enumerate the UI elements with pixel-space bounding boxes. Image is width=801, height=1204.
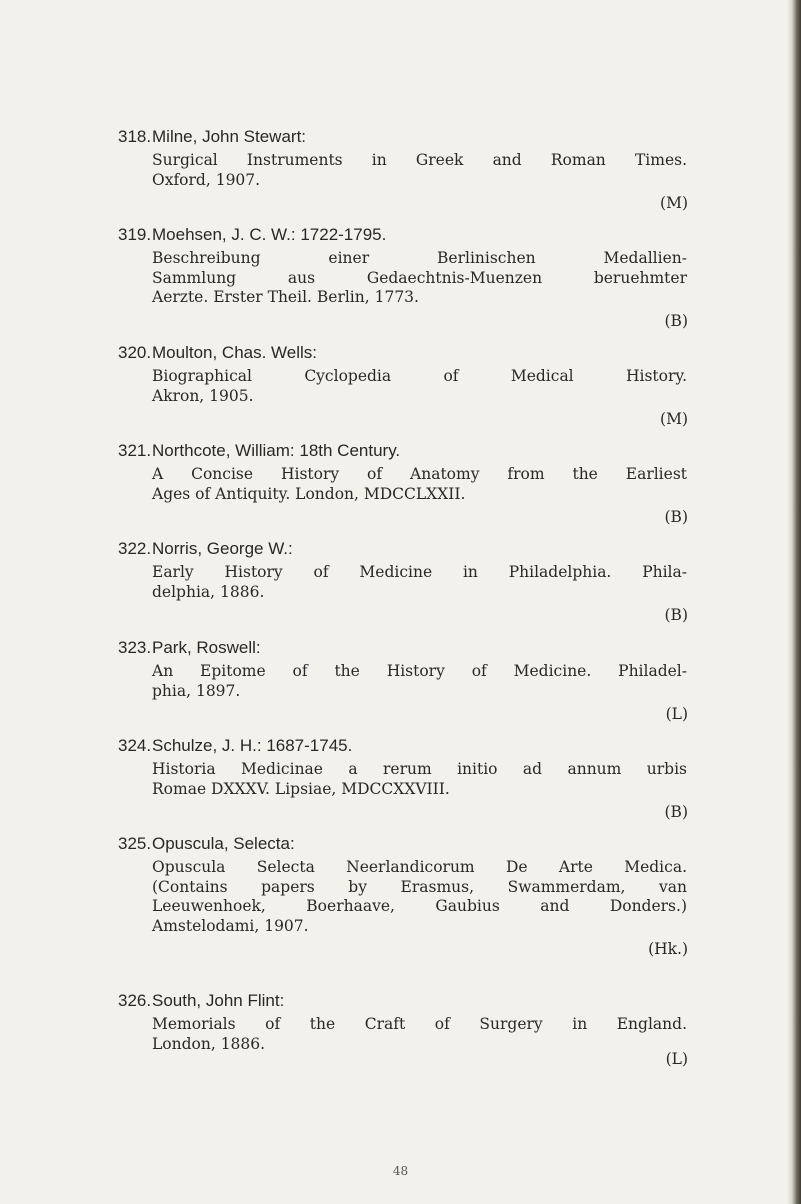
entry-324 [118, 735, 692, 822]
entry-line: Romae DXXXV. Lipsiae, MDCCXXVIII. [152, 779, 450, 798]
entry-heading [118, 440, 692, 462]
entry-line: Beschreibung einer Berlinischen Medallien- [152, 249, 687, 267]
location-code: (B) [664, 606, 688, 624]
entry-line: Amstelodami, 1907. [152, 916, 309, 935]
entry-line: Opuscula Selecta Neerlandicorum De Arte Medica. [152, 858, 687, 876]
entry-line: Memorials of the Craft of Surgery in England. [152, 1015, 687, 1033]
entry-author: Moehsen, J. C. W.: 1722-1795. [152, 225, 387, 244]
entry-heading [118, 637, 692, 659]
entry-heading [118, 833, 692, 855]
entry-number: 321. [118, 441, 152, 460]
entry-number: 320. [118, 343, 152, 362]
location-code: (L) [665, 1050, 688, 1068]
location-code: (M) [660, 410, 688, 428]
entry-line: London, 1886. [152, 1034, 266, 1053]
entry-number: 323. [118, 638, 152, 657]
entry-322 [118, 538, 692, 625]
entry-author: Park, Roswell: [152, 638, 261, 657]
entry-line: Surgical Instruments in Greek and Roman Times. [152, 151, 687, 169]
entry-number: 325. [118, 834, 152, 853]
entry-line: phia, 1897. [152, 681, 241, 700]
entry-title [152, 367, 692, 406]
entry-heading [118, 126, 692, 148]
entry-line: Biographical Cyclopedia of Medical History. [152, 367, 687, 385]
entry-title [152, 563, 692, 602]
entry-320 [118, 342, 692, 429]
entry-title [152, 151, 692, 190]
entry-title [152, 662, 692, 701]
entry-line: Sammlung aus Gedaechtnis-Muenzen beruehmter [152, 268, 687, 287]
entry-author: Moulton, Chas. Wells: [152, 343, 318, 362]
entry-heading [118, 342, 692, 364]
entry-line: Akron, 1905. [152, 386, 254, 405]
entry-line: An Epitome of the History of Medicine. Philadel- [152, 662, 687, 680]
location-code: (B) [664, 311, 688, 330]
entry-318 [118, 126, 692, 213]
entry-heading [118, 538, 692, 560]
entry-title [152, 465, 692, 504]
entry-319 [118, 224, 692, 331]
entry-title [152, 249, 692, 308]
entry-heading [118, 735, 692, 757]
entry-line: Leeuwenhoek, Boerhaave, Gaubius and Donders.) [152, 897, 687, 915]
entry-326 [118, 990, 692, 1069]
location-code: (M) [660, 194, 688, 212]
entry-heading [118, 990, 692, 1012]
entry-line: Historia Medicinae a rerum initio ad annum urbis [152, 760, 687, 778]
entry-author: South, John Flint: [152, 991, 285, 1010]
entry-325 [118, 833, 692, 959]
entry-author: Northcote, William: 18th Century. [152, 441, 401, 460]
entry-title [152, 760, 692, 799]
entry-author: Opuscula, Selecta: [152, 834, 295, 853]
entry-number: 322. [118, 539, 152, 558]
entry-line: A Concise History of Anatomy from the Earliest [152, 465, 687, 483]
entry-title [152, 1015, 692, 1054]
entry-number: 324. [118, 736, 152, 755]
entry-323 [118, 637, 692, 724]
location-code: (B) [664, 508, 688, 526]
page-number: 48 [392, 1164, 409, 1178]
location-code: (B) [664, 803, 688, 821]
entry-title [152, 858, 692, 936]
entry-author: Norris, George W.: [152, 539, 293, 558]
entry-line: (Contains papers by Erasmus, Swammerdam, van [152, 877, 687, 896]
entry-line: delphia, 1886. [152, 582, 265, 601]
entry-321 [118, 440, 692, 527]
page-edge-shadow [787, 0, 801, 1204]
entry-heading [118, 224, 692, 246]
entry-author: Milne, John Stewart: [152, 127, 307, 146]
entry-line: Aerzte. Erster Theil. Berlin, 1773. [152, 288, 419, 306]
entry-line: Ages of Antiquity. London, MDCCLXXII. [152, 484, 466, 503]
entry-line: Oxford, 1907. [152, 170, 261, 189]
entry-number: 326. [118, 991, 152, 1010]
location-code: (L) [665, 705, 688, 723]
location-code: (Hk.) [648, 940, 688, 958]
entry-author: Schulze, J. H.: 1687-1745. [152, 736, 353, 755]
entry-number: 318. [118, 127, 152, 146]
entry-number: 319. [118, 225, 152, 244]
entry-line: Early History of Medicine in Philadelphia. Phila- [152, 563, 687, 581]
